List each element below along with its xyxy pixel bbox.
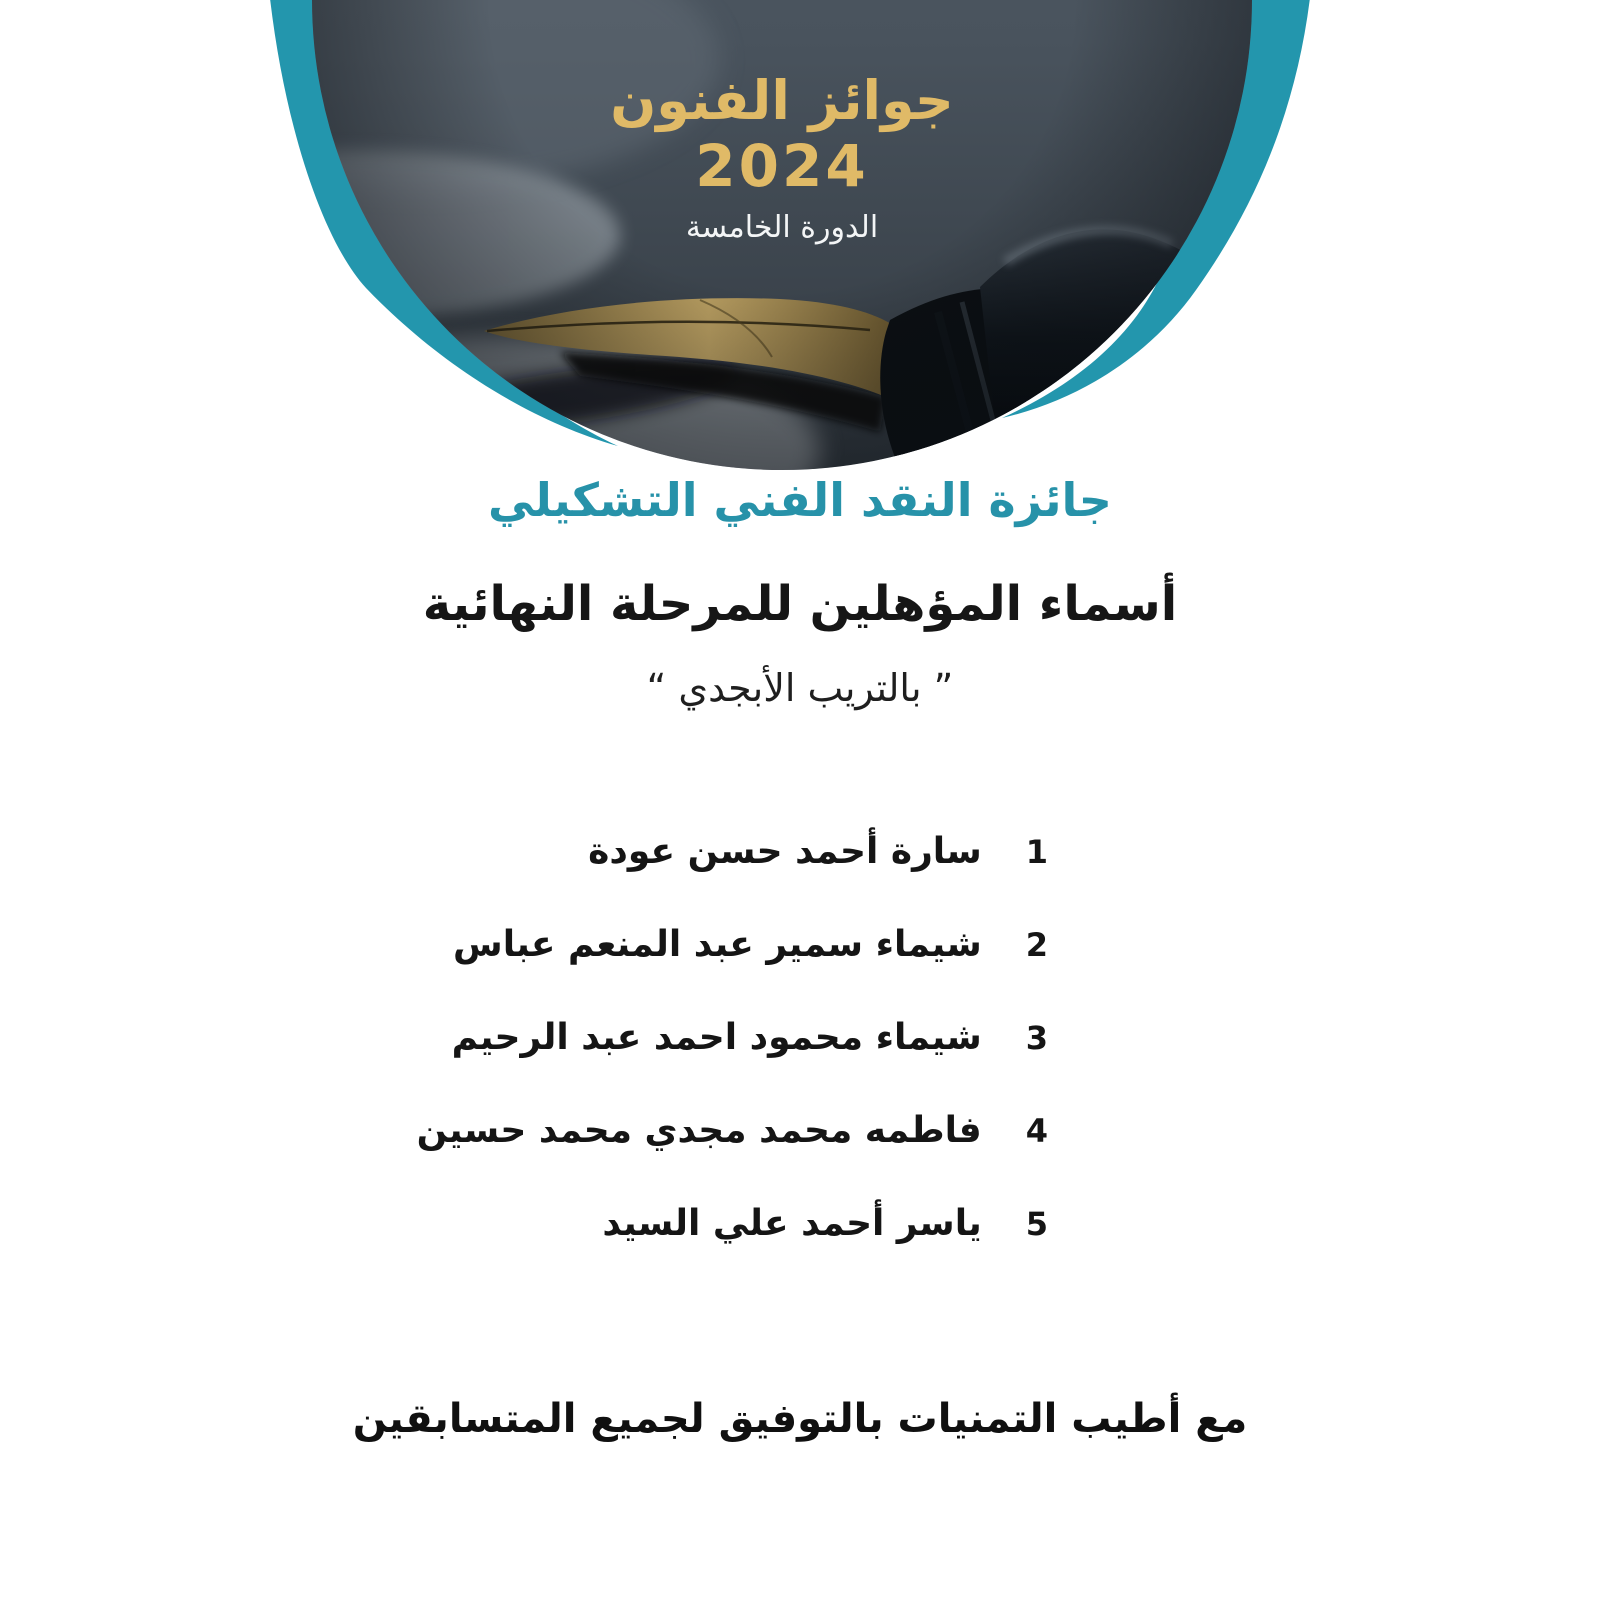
finalist-number: 5 bbox=[1025, 1205, 1048, 1243]
finalist-row bbox=[452, 1017, 1048, 1058]
finalist-row bbox=[602, 1203, 1048, 1244]
footer-message: مع أطيب التمنيات بالتوفيق لجميع المتسابقين bbox=[352, 1396, 1248, 1442]
finalists-list bbox=[417, 831, 1048, 1296]
hero-text-block bbox=[332, 68, 1232, 250]
finalist-name: سارة أحمد حسن عودة bbox=[588, 831, 982, 872]
finalist-number: 1 bbox=[1025, 833, 1048, 871]
finalist-number: 4 bbox=[1025, 1112, 1048, 1150]
hero-section bbox=[0, 0, 1600, 545]
finalist-row bbox=[453, 924, 1048, 965]
finalist-number: 3 bbox=[1025, 1019, 1048, 1057]
finalist-name: شيماء سمير عبد المنعم عباس bbox=[453, 924, 982, 965]
order-note: ” بالتريب الأبجدي “ bbox=[646, 666, 954, 710]
finalist-name: فاطمه محمد مجدي محمد حسين bbox=[416, 1110, 982, 1151]
award-category-title: جائزة النقد الفني التشكيلي bbox=[488, 473, 1112, 527]
edition-label: الدورة الخامسة bbox=[685, 210, 879, 245]
finalists-heading: أسماء المؤهلين للمرحلة النهائية bbox=[422, 576, 1178, 632]
finalist-name: ياسر أحمد علي السيد bbox=[602, 1203, 982, 1244]
finalist-row bbox=[588, 831, 1048, 872]
finalist-number: 2 bbox=[1025, 926, 1048, 964]
finalist-name: شيماء محمود احمد عبد الرحيم bbox=[451, 1017, 982, 1058]
awards-title: جوائز الفنون bbox=[610, 69, 954, 132]
handwriting-strokes bbox=[400, 436, 585, 449]
finalist-row bbox=[417, 1110, 1048, 1151]
awards-year: 2024 bbox=[695, 132, 869, 200]
